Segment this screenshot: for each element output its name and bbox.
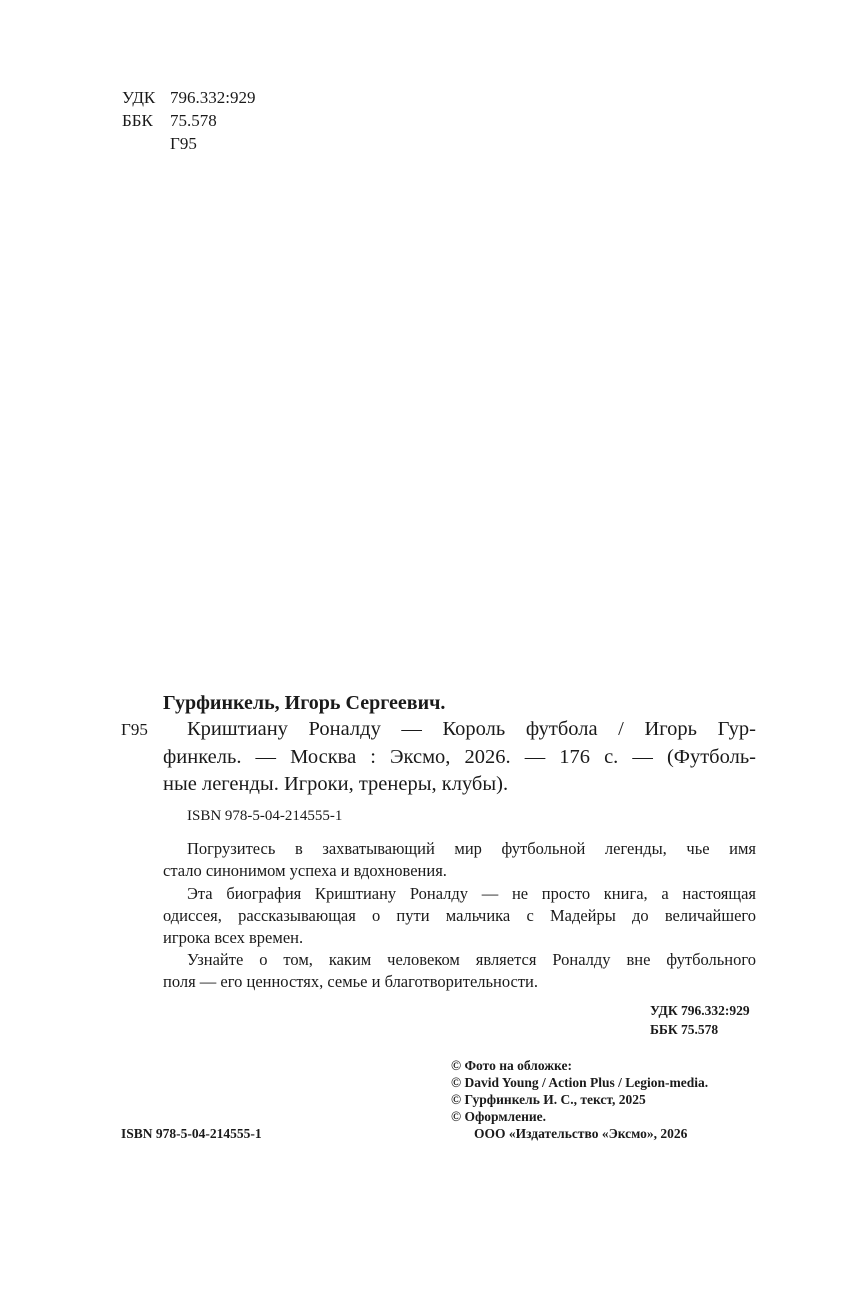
author-sign-top: Г95 <box>170 134 197 153</box>
entry-isbn: ISBN 978-5-04-214555-1 <box>187 808 343 824</box>
copyright-line: © David Young / Action Plus / Legion-media. <box>451 1075 709 1090</box>
description-line: Криштиану Роналду — Король футбола / Игорь Гур- <box>187 718 756 740</box>
annotation-line: поля — его ценностях, семье и благотворительности. <box>163 972 539 991</box>
entry-author-sign: Г95 <box>121 720 148 739</box>
copyright-line: ООО «Издательство «Эксмо», 2026 <box>474 1126 688 1141</box>
right-bbk: ББК 75.578 <box>650 1022 719 1037</box>
copyright-line: © Оформление. <box>451 1109 547 1124</box>
annotation-line: Эта биография Криштиану Роналду — не просто книга, а настоящая <box>187 884 756 903</box>
copyright-line: © Гурфинкель И. С., текст, 2025 <box>451 1092 646 1107</box>
bottom-isbn: ISBN 978-5-04-214555-1 <box>121 1126 262 1141</box>
right-udk: УДК 796.332:929 <box>650 1003 750 1018</box>
annotation-line: Погрузитесь в захватывающий мир футбольной легенды, чье имя <box>187 839 756 858</box>
bbk-label: ББК <box>122 111 153 130</box>
udk-value: 796.332:929 <box>170 88 256 107</box>
bbk-value: 75.578 <box>170 111 217 130</box>
description-line: финкель. — Москва : Эксмо, 2026. — 176 с. — (Футболь- <box>163 746 756 768</box>
annotation-line: стало синонимом успеха и вдохновения. <box>163 861 447 880</box>
annotation-line: игрока всех времен. <box>163 928 304 947</box>
entry-author: Гурфинкель, Игорь Сергеевич. <box>163 692 446 714</box>
annotation-line: Узнайте о том, каким человеком является Роналду вне футбольного <box>187 950 756 969</box>
annotation-line: одиссея, рассказывающая о пути мальчика с Мадейры до величайшего <box>163 906 756 925</box>
description-line: ные легенды. Игроки, тренеры, клубы). <box>163 773 509 795</box>
udk-label: УДК <box>122 88 156 107</box>
copyright-line: © Фото на обложке: <box>451 1058 572 1073</box>
